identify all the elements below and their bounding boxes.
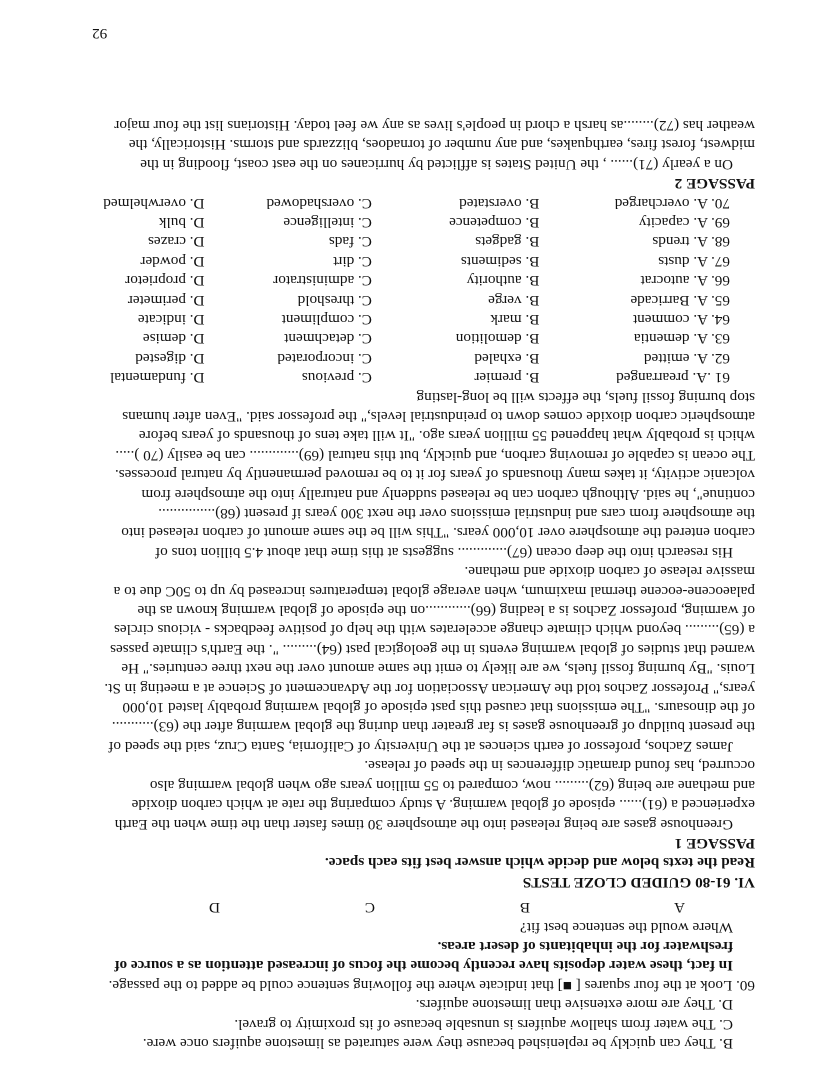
section-instruction: Read the texts below and decide which answer best fits each space.: [324, 854, 755, 872]
option-a: 64. A. comment: [632, 310, 730, 328]
passage1-line: palaeocene-eocene thermal maximum, when average global temperatures increased by up to 50C due to a: [113, 582, 755, 600]
passage2-title: PASSAGE 2: [674, 175, 755, 193]
page-content: [65, 116, 755, 1054]
q60-choices: [65, 898, 685, 917]
option-a: 61 .A. prearranged: [616, 369, 730, 387]
passage1-line: the atmosphere from cars and industrial emissions over the next 300 years if present (68)...............: [158, 505, 755, 523]
q60-choice-d: D: [209, 899, 220, 917]
option-a: 67. A. dusts: [658, 252, 730, 270]
option-row: [65, 251, 755, 270]
option-c: C. dirt: [333, 252, 372, 270]
passage1-line: Greenhouse gases are being released into the atmosphere 30 times faster than the time when the Earth: [114, 815, 733, 833]
option-row: [65, 271, 755, 290]
q60-choice-c: C: [364, 899, 375, 917]
option-b: B. sediments: [460, 252, 540, 270]
passage2-line: weather has (72)........as harsh a chord in people's lives as any we feel today. Historians list the four major: [114, 116, 755, 134]
q59-option-d: D. They are more extensive than limestone aquifers.: [415, 996, 733, 1014]
option-row: [65, 193, 755, 212]
option-a: 70. A. overcharged: [614, 194, 730, 212]
passage1-line: atmospheric carbon dioxide comes down to preindustrial levels," the professor said. "Even after humans: [122, 408, 755, 425]
passage1-line: warned that studies of global warming events in the geological past (64)......... ". the Earth's climate passes: [110, 640, 755, 658]
q59-option-c: C. The water from shallow aquifers is unusable because of its proximity to gravel.: [234, 1015, 733, 1033]
option-d: D. indicate: [137, 310, 205, 328]
option-d: D. bulk: [158, 213, 205, 231]
option-b: B. demolition: [455, 330, 540, 348]
option-b: B. mark: [490, 310, 540, 328]
option-b: B. verge: [488, 291, 540, 309]
option-row: [65, 329, 755, 348]
q60-choice-b: B: [519, 899, 530, 917]
option-d: D. perimeter: [127, 291, 205, 309]
q59-option-b: B. They can quickly be replenished because they were saturated as limestone aquifers once were.: [142, 1035, 733, 1052]
option-c: C. intelligence: [283, 213, 372, 231]
option-b: B. exhaled: [474, 349, 540, 367]
passage1-line: of the dinosaurs. "The emissions that caused this past episode of global warming probably lasted 10,000: [122, 699, 755, 717]
option-b: B. competence: [449, 213, 540, 231]
option-a: 69. A. capacity: [638, 213, 730, 231]
q60-question: Where would the sentence best fit?: [520, 918, 733, 936]
option-row: [65, 368, 755, 387]
passage2-line: On a yearly (71)...... , the United States is afflicted by hurricanes on the east coast, flooding in the: [140, 155, 733, 173]
passage1-line: which is probably what happened 55 million years ago. "It will take tens of thousands of years before: [138, 427, 755, 445]
passage1-line: the present buildup of greenhouse gases is far greater than during the global warming after the (63)...........: [111, 718, 755, 736]
q60-inserted-sentence-1: In fact, these water deposits have recently become the focus of increased attention as a source of: [114, 957, 733, 975]
section-title: VI. 61-80 GUIDED CLOZE TESTS: [522, 873, 755, 891]
passage1-line: a (65)......... beyond which climate change accelerates with the help of positive feedbacks - vicious circles: [113, 621, 755, 639]
option-d: D. proprietor: [125, 272, 205, 290]
passage1-line: James Zachos, professor of earth sciences at the University of California, Santa Cruz, said the speed of: [108, 737, 733, 755]
option-b: B. authority: [466, 272, 540, 290]
passage1-line: and methane are being (62)......... now, compared to 55 million years ago when global warming also: [149, 776, 755, 794]
passage1-line: stop burning fossil fuels, the effects will be long-lasting: [416, 388, 755, 406]
option-a: 65. A. Barricade: [630, 291, 730, 309]
options-table: [65, 193, 755, 387]
option-a: 66. A. autocrat: [640, 272, 730, 290]
passage1-line: occurred, has found dramatic differences in the speed of release.: [364, 757, 755, 775]
passage1-line: carbon entered the atmosphere over 10,000 years. "This will be the same amount of carbon released into: [121, 524, 755, 542]
option-d: D. fundamental: [110, 369, 205, 387]
passage1-line: volcanic activity, it takes many thousands of years for it to be removed permanently by natural processes.: [114, 466, 755, 484]
option-a: 63. A. dementia: [633, 330, 730, 348]
passage1-line: Louis. "By burning fossil fuels, we are likely to emit the same amount over the next three centuries." He: [121, 660, 755, 678]
passage1-title: PASSAGE 1: [674, 834, 755, 852]
passage1-line: years," Professor Zachos told the American Association for the Advancement of Science at a meeting in St.: [104, 679, 755, 697]
q60-stem: 60. Look at the four squares [ ■] that indicate where the following sentence could be added to the passage.: [108, 976, 755, 994]
option-row: [65, 290, 755, 309]
passage1-line: His research into the deep ocean (67)............. suggests at this time that about 4.5 billion tons of: [155, 543, 733, 561]
option-c: C. previous: [301, 369, 372, 387]
option-row: [65, 232, 755, 251]
option-b: B. premier: [474, 369, 540, 387]
option-c: C. administrator: [273, 272, 372, 290]
option-c: C. threshold: [297, 291, 372, 309]
passage1-line: The ocean is capable of removing carbon, and quickly, but this natural (69)............. can be easily (70 ).....: [115, 446, 755, 464]
option-a: 68. A. trends: [652, 233, 730, 251]
option-b: B. gadgets: [475, 233, 540, 251]
option-row: [65, 310, 755, 329]
option-d: D. crazes: [148, 233, 205, 251]
option-row: [65, 213, 755, 232]
option-d: D. digested: [135, 349, 205, 367]
option-d: D. overwhelmed: [103, 194, 205, 212]
passage1-line: experienced a (61)...... episode of global warming. A study comparing the rate at which carbon dioxide: [131, 796, 755, 814]
q60-inserted-sentence-2: freshwater for the inhabitants of desert areas.: [437, 937, 733, 955]
option-d: D. demise: [142, 330, 205, 348]
passage1-line: continue", he said. Although carbon can be released suddenly and naturally into the atmosphere from: [141, 485, 755, 503]
passage2-line: midwest, forest fires, earthquakes, and any number of tornadoes, blizzards and storms. Historically, the: [128, 136, 755, 154]
option-c: C. compliment: [281, 310, 372, 328]
option-c: C. detachment: [284, 330, 372, 348]
option-c: C. overshadowed: [266, 194, 372, 212]
q60-choice-a: A: [674, 899, 685, 917]
page-number: 92: [92, 25, 108, 42]
option-row: [65, 348, 755, 367]
option-d: D. powder: [140, 252, 205, 270]
option-b: B. overstated: [459, 194, 540, 212]
passage1-line: of warming, professor Zachos is a leading (66)............on the episode of global warming known as the: [137, 602, 755, 620]
option-c: C. incorporated: [277, 349, 372, 367]
option-a: 62. A. emitted: [643, 349, 730, 367]
passage1-line: massive release of carbon dioxide and methane.: [464, 563, 755, 581]
option-c: C. fads: [328, 233, 372, 251]
